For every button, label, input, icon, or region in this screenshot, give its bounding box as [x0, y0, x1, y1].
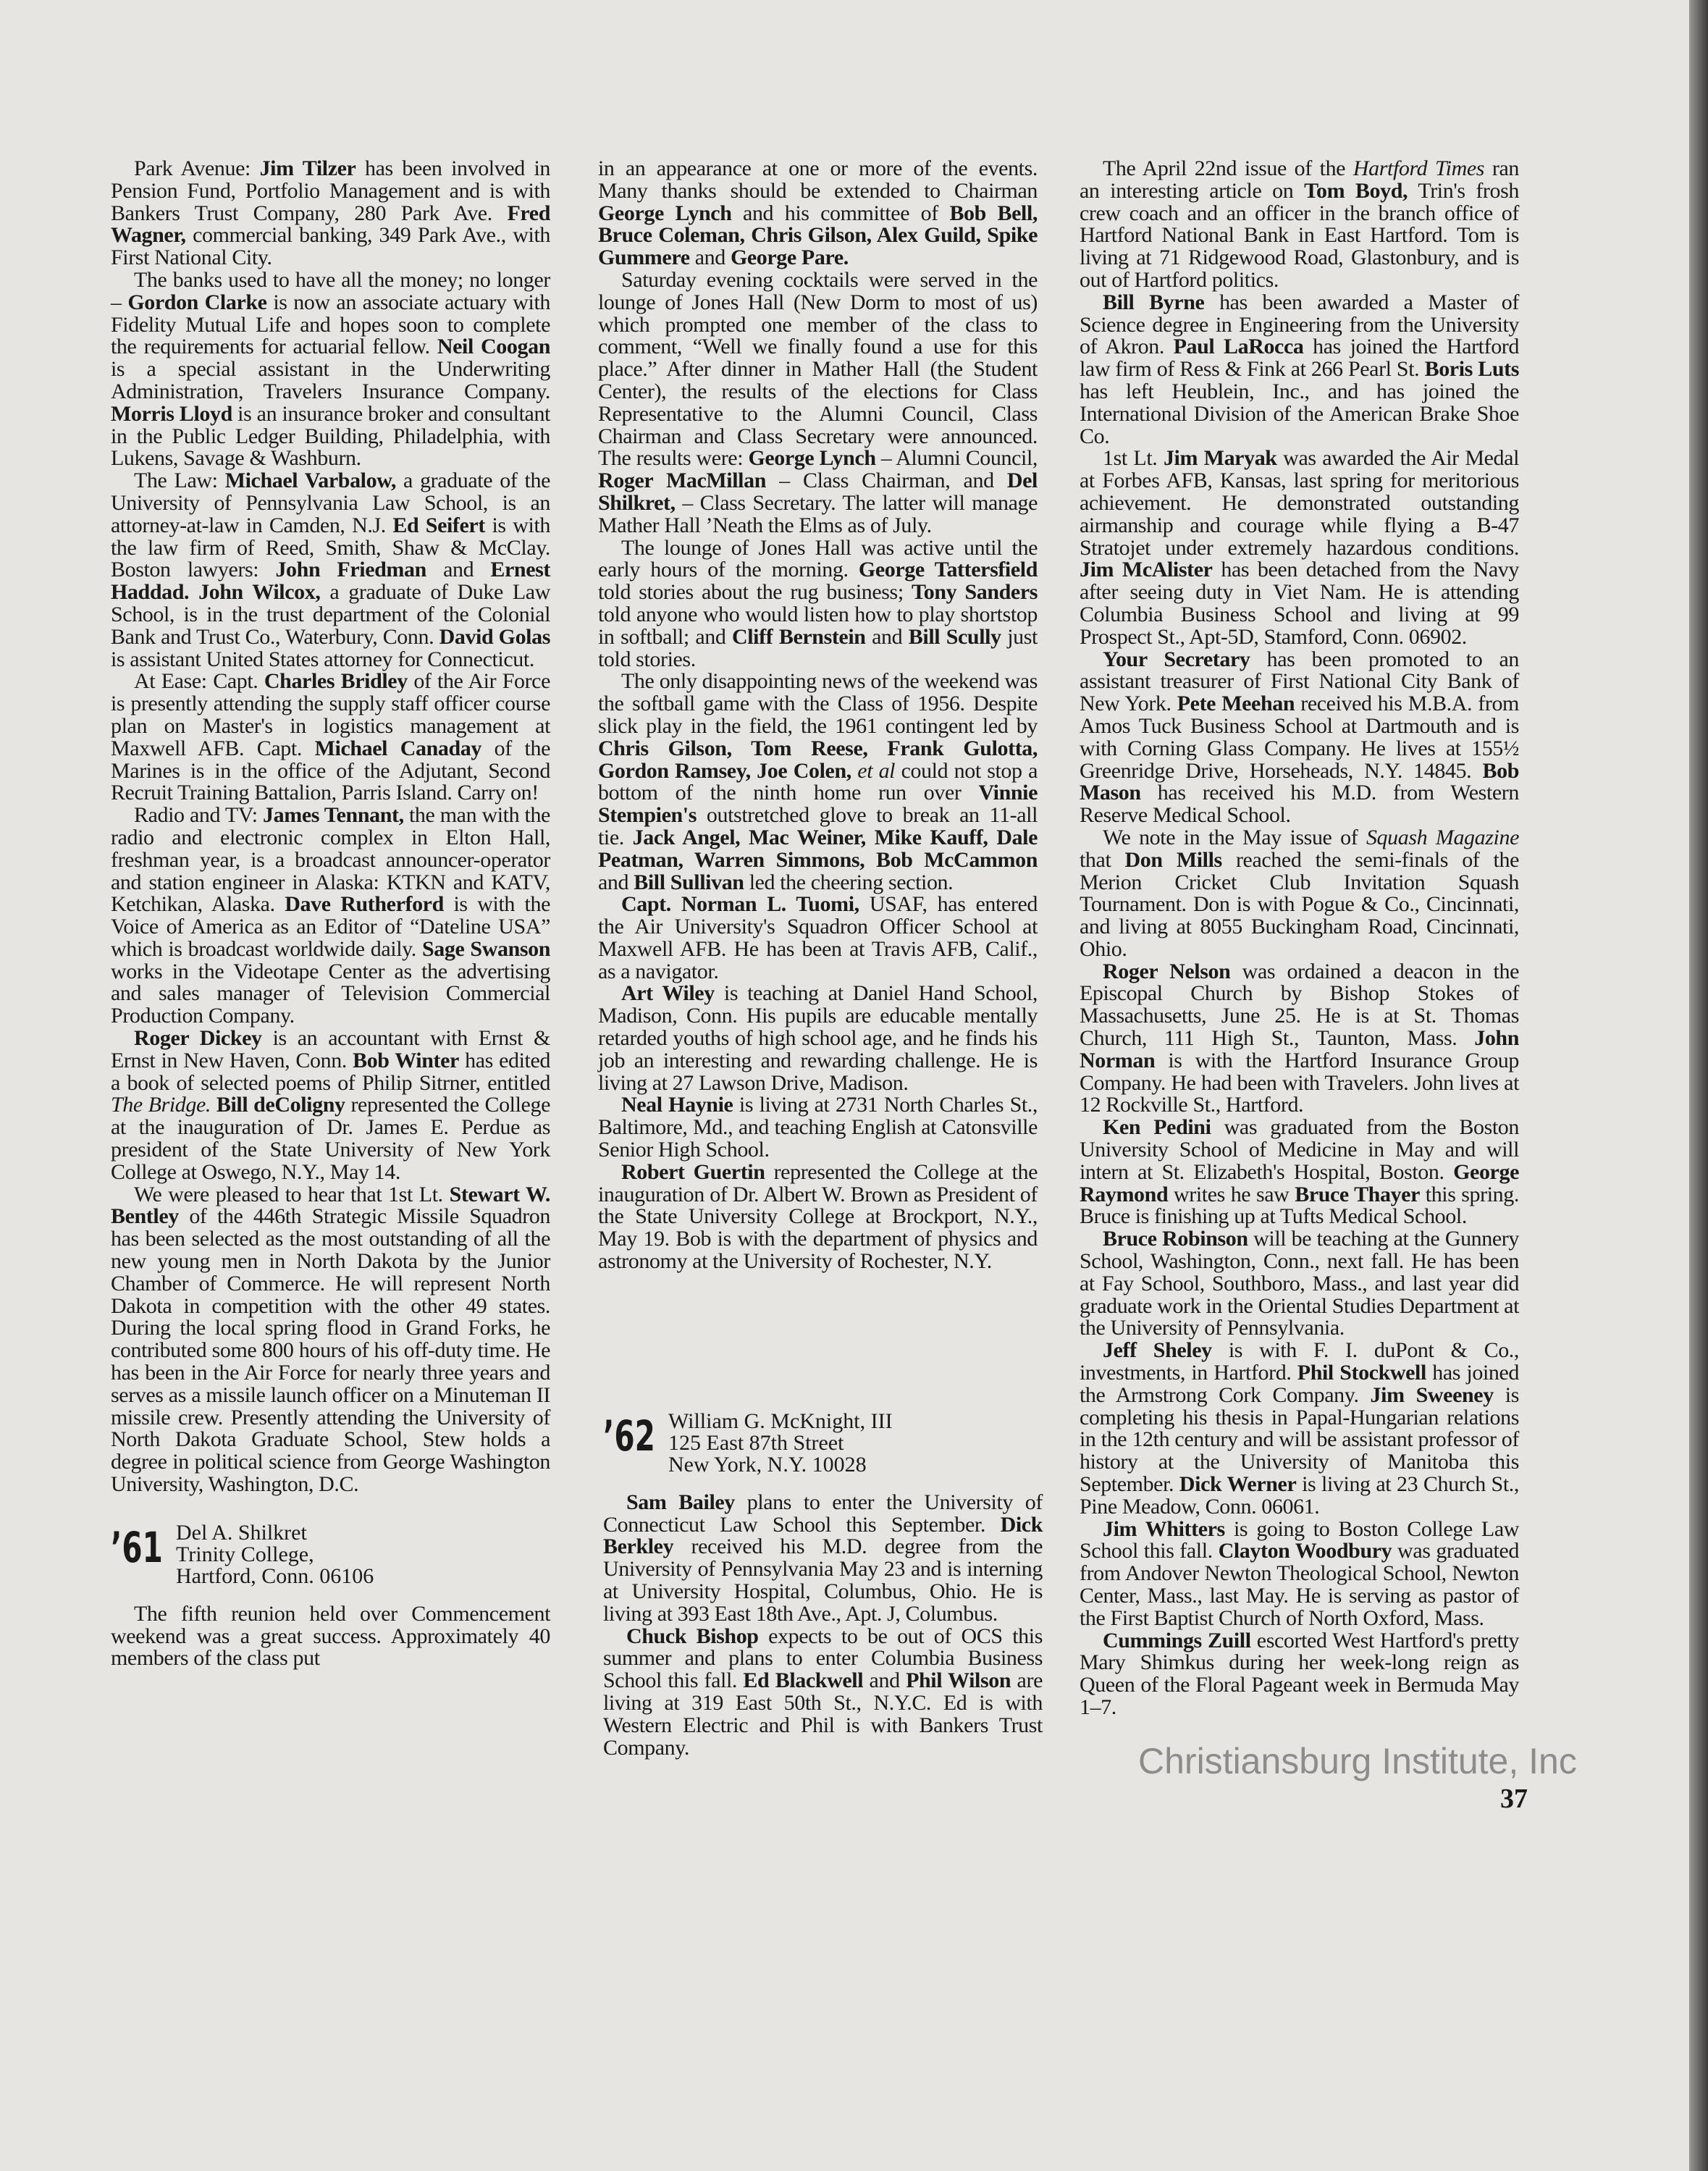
paragraph: Sam Bailey plans to enter the University of Connecticut Law School this September. Dick Berkley received his M.D. degree from the University of Pennsylvania May 23 and is interning at University Hospital, Columbus, Ohio. He is living at 393 East 18th Ave., Apt. J, Columbus.	[603, 1490, 1043, 1626]
paragraph: At Ease: Capt. Charles Bridley of the Air Force is presently attending the supply staff officer course plan on Master's in logistics management at Maxwell AFB. Capt. Michael Canaday of the Marines is in the office of the Adjutant, Second Recruit Training Battalion, Parris Island. Carry on!	[111, 669, 550, 805]
name-highlight: David Golas	[439, 624, 550, 649]
name-highlight: Your Secretary	[1103, 647, 1250, 671]
name-highlight: Gordon Clarke	[127, 290, 267, 314]
name-highlight: Roger Nelson	[1103, 959, 1231, 983]
name-highlight: Bob Bell, Bruce Coleman, Chris Gilson, Alex Guild, Spike Gummere	[598, 201, 1038, 270]
name-highlight: Vinnie Stempien's	[598, 781, 1038, 828]
name-highlight: Neal Haynie	[621, 1093, 733, 1117]
name-highlight: Jim Whitters	[1103, 1516, 1225, 1541]
paragraph: Bill Byrne has been awarded a Master of Science degree in Engineering from the University of Akron. Paul LaRocca has joined the Hartford law firm of Ress & Fink at 266 Pearl St. Boris Luts has left Heublein, Inc., and has joined the International Division of the American Brake Shoe Co.	[1080, 290, 1520, 448]
column-2-bottom	[603, 1492, 1043, 1760]
paragraph: Your Secretary has been promoted to an assistant treasurer of First National City Bank of New York. Pete Meehan received his M.B.A. from Amos Tuck Business School at Dartmouth and is with Corning Glass Company. He lives at 155½ Greenridge Drive, Horseheads, N.Y. 14845. Bob Mason has received his M.D. from Western Reserve Medical School.	[1080, 647, 1519, 828]
name-highlight: George Tattersfield	[858, 558, 1038, 582]
name-highlight: Phil Wilson	[906, 1668, 1011, 1693]
column-1-top	[111, 158, 550, 1496]
name-highlight: Dave Rutherford	[285, 892, 444, 917]
name-highlight: Roger MacMillan	[598, 469, 766, 493]
class-secretary-address	[176, 1522, 374, 1587]
name-highlight: Tom Boyd,	[1304, 178, 1408, 203]
page-number: 37	[1500, 1783, 1528, 1814]
italic-title: Squash Magazine	[1366, 825, 1519, 849]
name-highlight: George Raymond	[1080, 1159, 1519, 1206]
paragraph: The fifth reunion held over Commencement weekend was a great success. Approximately 40 members of the class put	[111, 1601, 550, 1671]
name-highlight: Fred Wagner,	[111, 201, 550, 248]
name-highlight: George Lynch	[598, 201, 732, 225]
name-highlight: Bob Mason	[1080, 758, 1519, 805]
paragraph: Chuck Bishop expects to be out of OCS this summer and plans to enter Columbia Business School this fall. Ed Blackwell and Phil Wilson are living at 319 East 50th St., N.Y.C. Ed is with Western Electric and Phil is with Bankers Trust Company.	[603, 1624, 1043, 1760]
name-highlight: Roger Dickey	[134, 1026, 262, 1051]
name-highlight: Chuck Bishop	[626, 1624, 759, 1648]
name-highlight: Jim Sweeney	[1370, 1382, 1494, 1407]
name-highlight: Sam Bailey	[626, 1490, 735, 1514]
column-3-text	[1080, 158, 1519, 1719]
name-highlight: Jeff Sheley	[1103, 1338, 1212, 1363]
paragraph: Neal Haynie is living at 2731 North Charles St., Baltimore, Md., and teaching English at Catonsville Senior High School.	[598, 1093, 1038, 1162]
column-3	[1080, 156, 1577, 1814]
paragraph: 1st Lt. Jim Maryak was awarded the Air Medal at Forbes AFB, Kansas, last spring for meritorious achievement. He demonstrated outstanding airmanship and courage while flying a B-47 Stratojet under extremely hazardous conditions. Jim McAlister has been detached from the Navy after seeing duty in Viet Nam. He is attending Columbia Business School and living at 99 Prospect St., Apt-5D, Stamford, Conn. 06902.	[1080, 446, 1520, 649]
name-highlight: Chris Gilson, Tom Reese, Frank Gulotta, Gordon Ramsey, Joe Colen,	[598, 736, 1038, 783]
name-highlight: Dick Berkley	[603, 1512, 1043, 1559]
paragraph: The only disappointing news of the weekend was the softball game with the Class of 1956. Despite slick play in the field, the 1961 contingent led by Chris Gilson, Tom Reese, Frank Gulotta, Gordon Ramsey, Joe Colen, et al could not stop a bottom of the ninth home run over Vinnie Stempien's outstretched glove to break an 11-all tie. Jack Angel, Mac Weiner, Mike Kauff, Dale Peatman, Warren Simmons, Bob McCammon and Bill Sullivan led the cheering section.	[598, 669, 1038, 894]
name-highlight: Charles Bridley	[264, 669, 408, 694]
class-61-header	[111, 1522, 550, 1587]
paragraph: We were pleased to hear that 1st Lt. Stewart W. Bentley of the 446th Strategic Missile Squadron has been selected as the most outstanding of all the new young men in North Dakota by the Junior Chamber of Commerce. He will represent North Dakota in competition with the other 49 states. During the local spring flood in Grand Forks, he contributed some 800 hours of his off-duty time. He has been in the Air Force for nearly three years and serves as a missile launch officer on a Minuteman II missile crew. Presently attending the University of North Dakota Graduate School, Stew holds a degree in political science from George Washington University, Washington, D.C.	[111, 1182, 550, 1497]
italic-title: The Bridge.	[111, 1093, 211, 1117]
paragraph: Art Wiley is teaching at Daniel Hand School, Madison, Conn. His pupils are educable mentally retarded youths of high school age, and he finds his job an interesting and rewarding challenge. He is living at 27 Lawson Drive, Madison.	[598, 981, 1038, 1095]
name-highlight: James Tennant,	[263, 803, 404, 828]
name-highlight: Jim McAlister	[1080, 558, 1213, 582]
paragraph: Roger Nelson was ordained a deacon in the Episcopal Church by Bishop Stokes of Massachusetts, June 25. He is at St. Thomas Church, 111 High St., Taunton, Mass. John Norman is with the Hartford Insurance Group Company. He had been with Travelers. John lives at 12 Rockville St., Hartford.	[1080, 959, 1519, 1117]
name-highlight: Paul LaRocca	[1173, 335, 1304, 359]
name-highlight: Stewart W. Bentley	[111, 1182, 550, 1229]
name-highlight: Bill Sullivan	[634, 870, 744, 894]
class-year: ’61	[111, 1522, 163, 1572]
name-highlight: Bruce Robinson	[1103, 1227, 1248, 1251]
paragraph: Park Avenue: Jim Tilzer has been involved in Pension Fund, Portfolio Management and is with Bankers Trust Company, 280 Park Ave. Fred Wagner, commercial banking, 349 Park Ave., with First National City.	[111, 156, 550, 270]
class-secretary-address	[668, 1408, 893, 1477]
name-highlight: Bruce Thayer	[1295, 1182, 1420, 1206]
column-1	[111, 158, 550, 1670]
name-highlight: Del Shilkret,	[598, 469, 1038, 515]
name-highlight: Don Mills	[1124, 847, 1222, 872]
paragraph: Jim Whitters is going to Boston College Law School this fall. Clayton Woodbury was graduated from Andover Newton Theological School, Newton Center, Mass., last May. He is serving as pastor of the First Baptist Church of North Oxford, Mass.	[1080, 1516, 1520, 1630]
paragraph: The banks used to have all the money; no longer – Gordon Clarke is now an associate actuary with Fidelity Mutual Life and hopes soon to complete the requirements for actuarial fellow. Neil Coogan is a special assistant in the Underwriting Administration, Travelers Insurance Company. Morris Lloyd is an insurance broker and consultant in the Public Ledger Building, Philadelphia, with Lukens, Savage & Washburn.	[111, 267, 550, 471]
paragraph: Radio and TV: James Tennant, the man with the radio and electronic complex in Elton Hall, freshman year, is a broadcast announcer-operator and station engineer in Alaska: KTKN and KATV, Ketchikan, Alaska. Dave Rutherford is with the Voice of America as an Editor of “Dateline USA” which is broadcast worldwide daily. Sage Swanson works in the Videotape Center as the advertising and sales manager of Television Commercial Production Company.	[111, 803, 551, 1028]
name-highlight: Cummings Zuill	[1103, 1628, 1251, 1653]
name-highlight: Art Wiley	[621, 981, 715, 1006]
name-highlight: Bill Scully	[908, 624, 1001, 649]
italic-title: Hartford Times	[1352, 156, 1485, 180]
paragraph: The Law: Michael Varbalow, a graduate of the University of Pennsylvania Law School, is an attorney-at-law in Camden, N.J. Ed Seifert is with the law firm of Reed, Smith, Shaw & McClay. Boston lawyers: John Friedman and Ernest Haddad. John Wilcox, a graduate of Duke Law School, is in the trust department of the Colonial Bank and Trust Co., Waterbury, Conn. David Golas is assistant United States attorney for Connecticut.	[111, 469, 551, 671]
paragraph: We note in the May issue of Squash Magazine that Don Mills reached the semi-finals of the Merion Cricket Club Invitation Squash Tournament. Don is with Pogue & Co., Cincinnati, and living at 8055 Buckingham Road, Cincinnati, Ohio.	[1080, 825, 1519, 961]
name-highlight: Michael Varbalow,	[224, 469, 396, 493]
name-highlight: Dick Werner	[1179, 1472, 1297, 1497]
paragraph: in an appearance at one or more of the events. Many thanks should be extended to Chairman George Lynch and his committee of Bob Bell, Bruce Coleman, Chris Gilson, Alex Guild, Spike Gummere and George Pare.	[598, 156, 1038, 270]
name-highlight: Ed Blackwell	[743, 1668, 864, 1693]
paragraph: Cummings Zuill escorted West Hartford's pretty Mary Shimkus during her week-long reign as Queen of the Floral Pageant week in Bermuda May 1–7.	[1080, 1628, 1520, 1719]
name-highlight: Jack Angel, Mac Weiner, Mike Kauff, Dale Peatman, Warren Simmons, Bob McCammon	[598, 825, 1038, 872]
name-highlight: Cliff Bernstein	[731, 624, 866, 649]
name-highlight: Neil Coogan	[437, 335, 550, 359]
name-highlight: George Pare.	[730, 245, 849, 270]
paragraph: Robert Guertin represented the College at the inauguration of Dr. Albert W. Brown as President of the State University College at Brockport, N.Y., May 19. Bob is with the department of physics and astronomy at the University of Rochester, N.Y.	[598, 1159, 1038, 1274]
address-line: 125 East 87th Street	[668, 1430, 844, 1455]
name-highlight: John Friedman	[275, 558, 426, 582]
name-highlight: Jim Tilzer	[259, 156, 356, 180]
name-highlight: Bill Byrne	[1103, 290, 1205, 314]
class-year: ’62	[603, 1411, 655, 1461]
column-2-top	[598, 158, 1038, 1273]
paragraph: The lounge of Jones Hall was active until the early hours of the morning. George Tattersfield told stories about the rug business; Tony Sanders told anyone who would listen how to play shortstop in softball; and Cliff Bernstein and Bill Scully just told stories.	[598, 535, 1038, 671]
name-highlight: Capt. Norman L. Tuomi,	[621, 892, 859, 917]
name-highlight: Morris Lloyd	[111, 401, 232, 426]
name-highlight: Tony Sanders	[911, 580, 1038, 605]
name-highlight: Phil Stockwell	[1297, 1361, 1426, 1385]
column-2	[598, 156, 1043, 1760]
watermark: Christiansburg Institute, Inc	[1138, 1740, 1577, 1781]
paragraph: Roger Dickey is an accountant with Ernst & Ernst in New Haven, Conn. Bob Winter has edited a book of selected poems of Philip Sitrner, entitled The Bridge. Bill deColigny represented the College at the inauguration of Dr. James E. Perdue as president of the State University of New York College at Oswego, N.Y., May 14.	[111, 1026, 550, 1184]
name-highlight: Michael Canaday	[314, 736, 482, 760]
italic-title: et al	[857, 758, 896, 783]
paragraph: The April 22nd issue of the Hartford Times ran an interesting article on Tom Boyd, Trin's frosh crew coach and an officer in the branch office of Hartford National Bank in East Hartford. Tom is living at 71 Ridgewood Road, Glastonbury, and is out of Hartford politics.	[1080, 156, 1520, 292]
paragraph: Capt. Norman L. Tuomi, USAF, has entered the Air University's Squadron Officer School at Maxwell AFB. He has been at Travis AFB, Calif., as a navigator.	[598, 892, 1038, 983]
name-highlight: Ken Pedini	[1103, 1115, 1211, 1140]
address-line: Trinity College,	[176, 1542, 314, 1566]
name-highlight: Boris Luts	[1424, 357, 1519, 382]
name-highlight: Clayton Woodbury	[1218, 1539, 1392, 1563]
name-highlight: Robert Guertin	[621, 1159, 765, 1184]
paragraph: Saturday evening cocktails were served in the lounge of Jones Hall (New Dorm to most of us) which prompted one member of the class to comment, “Well we finally found a use for this place.” After dinner in Mather Hall (the Student Center), the results of the elections for Class Representative to the Alumni Council, Class Chairman and Class Secretary were announced. The results were: George Lynch – Alumni Council, Roger MacMillan – Class Chairman, and Del Shilkret, – Class Secretary. The latter will manage Mather Hall ’Neath the Elms as of July.	[598, 267, 1038, 537]
page-edge-shadow	[1689, 0, 1708, 2171]
paragraph: Bruce Robinson will be teaching at the Gunnery School, Washington, Conn., next fall. He has been at Fay School, Southboro, Mass., and last year did graduate work in the Oriental Studies Department at the University of Pennsylvania.	[1080, 1227, 1519, 1340]
paragraph: Ken Pedini was graduated from the Boston University School of Medicine in May and will intern at St. Elizabeth's Hospital, Boston. George Raymond writes he saw Bruce Thayer this spring. Bruce is finishing up at Tufts Medical School.	[1080, 1115, 1519, 1229]
name-highlight: Ernest Haddad. John Wilcox,	[111, 558, 550, 605]
name-highlight: Ed Seifert	[392, 513, 485, 537]
name-highlight: Jim Maryak	[1163, 446, 1277, 471]
address-line: William G. McKnight, III	[668, 1408, 893, 1433]
name-highlight: Bob Winter	[353, 1048, 459, 1072]
address-line: New York, N.Y. 10028	[668, 1452, 867, 1477]
address-line: Hartford, Conn. 06106	[176, 1563, 374, 1588]
name-highlight: George Lynch	[748, 446, 876, 471]
class-62-header	[603, 1408, 1038, 1477]
name-highlight: John Norman	[1080, 1026, 1519, 1072]
name-highlight: Sage Swanson	[421, 936, 551, 961]
address-line: Del A. Shilkret	[176, 1520, 307, 1545]
column-1-bottom	[111, 1603, 550, 1670]
paragraph: Jeff Sheley is with F. I. duPont & Co., investments, in Hartford. Phil Stockwell has joined the Armstrong Cork Company. Jim Sweeney is completing his thesis in Papal-Hungarian relations in the 12th century and will be assistant professor of history at the University of Manitoba this September. Dick Werner is living at 23 Church St., Pine Meadow, Conn. 06061.	[1080, 1338, 1520, 1519]
name-highlight: Pete Meehan	[1177, 692, 1295, 716]
name-highlight: Bill deColigny	[216, 1093, 345, 1117]
